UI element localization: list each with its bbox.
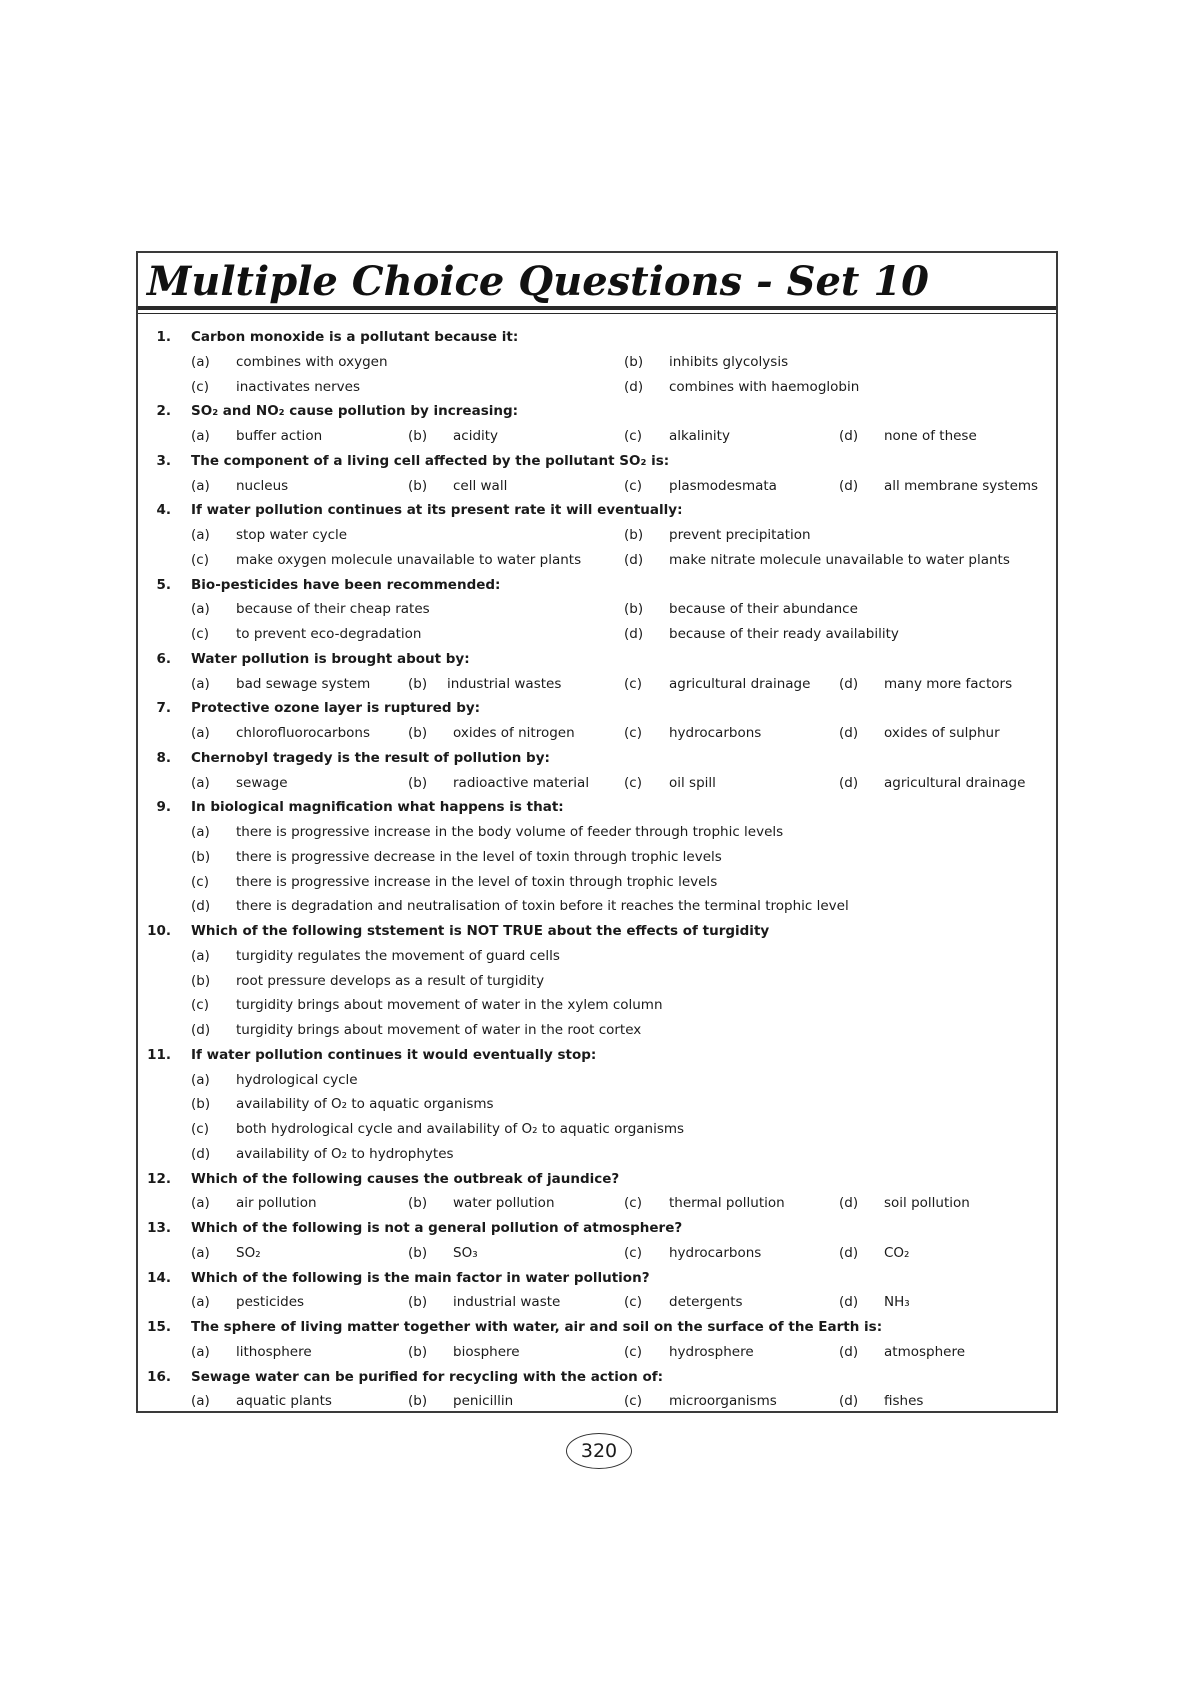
option-label: (b) [624,601,644,618]
page-title: Multiple Choice Questions - Set 10 [147,258,929,305]
option-label: (b) [191,848,211,865]
option-text: many more factors [884,675,1013,692]
option-text: agricultural drainage [884,774,1026,791]
options-row [138,1191,1056,1216]
options-row [138,424,1056,449]
options-row [138,993,1056,1018]
option-label: (c) [624,477,642,494]
question-text: Carbon monoxide is a pollutant because it: [191,329,519,345]
option-label: (a) [191,947,210,964]
option-label: (d) [839,725,859,741]
question-text: Sewage water can be purified for recycling with the action of: [191,1368,664,1385]
options-row [138,1068,1056,1093]
question-item [138,399,1056,449]
options-row [138,474,1056,499]
option-label: (a) [191,353,210,370]
question-number: 12. [147,1170,171,1187]
options-row [138,845,1056,870]
option-text: turgidity regulates the movement of guard cells [236,947,560,964]
option-text: to prevent eco-degradation [236,626,422,642]
option-text: make nitrate molecule unavailable to water plants [669,551,1010,568]
question-number: 11. [147,1046,171,1063]
option-label: (a) [191,428,210,444]
option-text: buffer action [236,428,323,444]
title-rule-thin [138,313,1056,314]
question-number: 5. [156,576,171,593]
option-label: (c) [624,1244,642,1261]
option-text: none of these [884,428,977,444]
question-item [138,647,1056,697]
option-label: (d) [839,1195,859,1212]
option-text: because of their abundance [669,601,858,618]
option-text: there is progressive increase in the body volume of feeder through trophic levels [236,824,784,840]
option-label: (c) [191,626,209,642]
option-text: combines with haemoglobin [669,378,860,395]
option-text: sewage [236,774,288,791]
question-text: SO₂ and NO₂ cause pollution by increasing: [191,403,519,420]
option-text: NH₃ [884,1294,910,1311]
option-text: agricultural drainage [669,675,811,692]
option-label: (a) [191,1294,210,1311]
option-label: (c) [624,1294,642,1311]
question-item [138,449,1056,499]
option-text: pesticides [236,1294,305,1311]
option-text: water pollution [453,1195,555,1212]
option-label: (d) [839,774,859,791]
option-label: (a) [191,675,210,692]
option-text: hydrosphere [669,1343,754,1360]
option-label: (a) [191,774,210,791]
option-text: because of their cheap rates [236,601,430,618]
question-header [138,573,1056,598]
option-text: there is degradation and neutralisation of toxin before it reaches the terminal trophic level [236,898,849,915]
option-label: (b) [624,527,644,543]
question-header [138,325,1056,350]
question-header [138,746,1056,771]
options-row [138,1117,1056,1142]
option-label: (a) [191,1195,210,1212]
question-item [138,795,1056,919]
option-label: (c) [624,1343,642,1360]
options-row [138,1092,1056,1117]
option-label: (d) [839,428,859,444]
question-frame [136,251,1058,1413]
option-text: air pollution [236,1195,317,1212]
question-header [138,1167,1056,1192]
options-row [138,944,1056,969]
option-text: aquatic plants [236,1393,332,1410]
question-text: Which of the following ststement is NOT TRUE about the effects of turgidity [191,923,770,939]
option-text: SO₃ [453,1244,478,1261]
option-text: all membrane systems [884,477,1039,494]
question-text: The component of a living cell affected by the pollutant SO₂ is: [191,452,670,469]
option-text: oxides of sulphur [884,725,1000,741]
option-text: availability of O₂ to aquatic organisms [236,1096,494,1113]
option-label: (a) [191,601,210,618]
option-label: (b) [408,725,428,741]
options-row [138,1290,1056,1315]
question-header [138,449,1056,474]
option-text: turgidity brings about movement of water in the xylem column [236,997,663,1014]
question-text: If water pollution continues it would eventually stop: [191,1046,597,1063]
question-header [138,919,1056,944]
option-label: (a) [191,1393,210,1410]
question-number: 9. [156,799,171,816]
question-header [138,696,1056,721]
option-text: cell wall [453,477,508,494]
option-label: (d) [839,1393,859,1410]
option-label: (d) [191,898,211,915]
question-item [138,325,1056,399]
option-label: (d) [839,1244,859,1261]
question-text: Water pollution is brought about by: [191,650,470,667]
option-text: microorganisms [669,1393,777,1410]
option-label: (c) [191,551,209,568]
question-text: Which of the following is the main factor in water pollution? [191,1269,650,1286]
option-label: (b) [408,1343,428,1360]
question-list [138,325,1056,1414]
question-number: 10. [147,923,171,939]
question-header [138,647,1056,672]
question-number: 2. [156,403,171,420]
option-label: (d) [624,626,644,642]
option-label: (d) [839,477,859,494]
option-text: CO₂ [884,1244,910,1261]
question-text: Which of the following is not a general pollution of atmosphere? [191,1220,683,1236]
option-text: make oxygen molecule unavailable to water plants [236,551,582,568]
question-text: Bio-pesticides have been recommended: [191,576,501,593]
question-number: 13. [147,1220,171,1236]
option-text: thermal pollution [669,1195,785,1212]
option-text: penicillin [453,1393,514,1410]
option-text: acidity [453,428,499,444]
option-text: SO₂ [236,1244,261,1261]
option-text: stop water cycle [236,527,348,543]
option-text: oxides of nitrogen [453,725,575,741]
options-row [138,622,1056,647]
question-number: 6. [156,650,171,667]
question-item [138,1315,1056,1365]
options-row [138,969,1056,994]
option-label: (b) [408,1195,428,1212]
option-text: hydrocarbons [669,725,762,741]
option-label: (a) [191,824,210,840]
option-text: oil spill [669,774,716,791]
question-item [138,696,1056,746]
option-label: (b) [408,1244,428,1261]
option-text: lithosphere [236,1343,312,1360]
option-text: chlorofluorocarbons [236,725,370,741]
option-text: nucleus [236,477,289,494]
option-label: (d) [839,675,859,692]
option-label: (b) [408,477,428,494]
option-text: hydrological cycle [236,1071,358,1088]
option-text: turgidity brings about movement of water in the root cortex [236,1022,642,1038]
question-number: 4. [156,502,171,519]
question-text: Which of the following causes the outbreak of jaundice? [191,1170,620,1187]
question-text: If water pollution continues at its present rate it will eventually: [191,502,683,519]
question-text: Chernobyl tragedy is the result of pollution by: [191,749,550,766]
options-row [138,375,1056,400]
question-header [138,1266,1056,1291]
question-item [138,1216,1056,1266]
title-rule-thick [138,306,1056,310]
options-row [138,820,1056,845]
option-label: (d) [839,1343,859,1360]
options-row [138,1018,1056,1043]
question-header [138,1315,1056,1340]
question-header [138,1216,1056,1241]
option-text: because of their ready availability [669,626,899,642]
option-text: fishes [884,1393,924,1410]
options-row [138,721,1056,746]
options-row [138,894,1056,919]
question-header [138,1043,1056,1068]
option-text: there is progressive increase in the level of toxin through trophic levels [236,873,718,890]
question-number: 14. [147,1269,171,1286]
option-label: (b) [191,1096,211,1113]
question-item [138,919,1056,1043]
question-header [138,498,1056,523]
question-number: 7. [156,700,171,717]
question-header [138,399,1056,424]
question-item [138,1167,1056,1217]
option-label: (b) [191,972,211,989]
option-label: (b) [408,1393,428,1410]
options-row [138,597,1056,622]
option-label: (d) [191,1022,211,1038]
option-label: (c) [191,997,209,1014]
option-text: availability of O₂ to hydrophytes [236,1145,454,1162]
option-label: (a) [191,1343,210,1360]
option-text: radioactive material [453,774,590,791]
options-row [138,350,1056,375]
option-text: hydrocarbons [669,1244,762,1261]
question-number: 1. [156,329,171,345]
question-item [138,746,1056,796]
option-text: combines with oxygen [236,353,388,370]
option-label: (a) [191,725,210,741]
option-text: prevent precipitation [669,527,811,543]
question-number: 8. [156,749,171,766]
page-number: 320 [566,1433,632,1469]
option-label: (d) [624,378,644,395]
option-text: both hydrological cycle and availability of O₂ to aquatic organisms [236,1121,685,1137]
options-row [138,1340,1056,1365]
question-item [138,1043,1056,1167]
options-row [138,523,1056,548]
option-label: (c) [624,428,642,444]
options-row [138,1389,1056,1414]
option-label: (a) [191,1244,210,1261]
option-text: inactivates nerves [236,378,360,395]
option-text: industrial waste [453,1294,561,1311]
options-row [138,672,1056,697]
question-text: Protective ozone layer is ruptured by: [191,700,481,717]
question-text: The sphere of living matter together with water, air and soil on the surface of the Earth is: [191,1319,883,1335]
option-label: (c) [624,675,642,692]
question-item [138,498,1056,572]
option-label: (c) [191,378,209,395]
option-label: (c) [624,774,642,791]
option-label: (b) [408,428,428,444]
option-text: industrial wastes [447,675,562,692]
option-label: (c) [624,1195,642,1212]
option-text: plasmodesmata [669,477,777,494]
question-number: 16. [147,1368,171,1385]
option-label: (c) [624,725,642,741]
option-label: (d) [839,1294,859,1311]
option-text: biosphere [453,1343,520,1360]
option-label: (b) [408,774,428,791]
option-text: atmosphere [884,1343,965,1360]
question-item [138,1266,1056,1316]
option-label: (c) [191,1121,209,1137]
option-label: (b) [408,1294,428,1311]
option-text: root pressure develops as a result of turgidity [236,972,545,989]
option-label: (c) [191,873,209,890]
option-text: inhibits glycolysis [669,353,789,370]
option-label: (d) [191,1145,211,1162]
options-row [138,771,1056,796]
question-header [138,1365,1056,1390]
option-label: (a) [191,527,210,543]
question-item [138,573,1056,647]
options-row [138,870,1056,895]
options-row [138,548,1056,573]
option-text: bad sewage system [236,675,371,692]
options-row [138,1142,1056,1167]
option-label: (a) [191,477,210,494]
question-text: In biological magnification what happens is that: [191,799,564,816]
option-text: detergents [669,1294,743,1311]
option-label: (d) [624,551,644,568]
option-label: (c) [624,1393,642,1410]
option-label: (b) [624,353,644,370]
option-label: (b) [408,675,428,692]
question-header [138,795,1056,820]
question-number: 3. [156,452,171,469]
question-number: 15. [147,1319,171,1335]
option-text: alkalinity [669,428,730,444]
options-row [138,1241,1056,1266]
option-label: (a) [191,1071,210,1088]
option-text: soil pollution [884,1195,970,1212]
option-text: there is progressive decrease in the level of toxin through trophic levels [236,848,722,865]
question-item [138,1365,1056,1415]
